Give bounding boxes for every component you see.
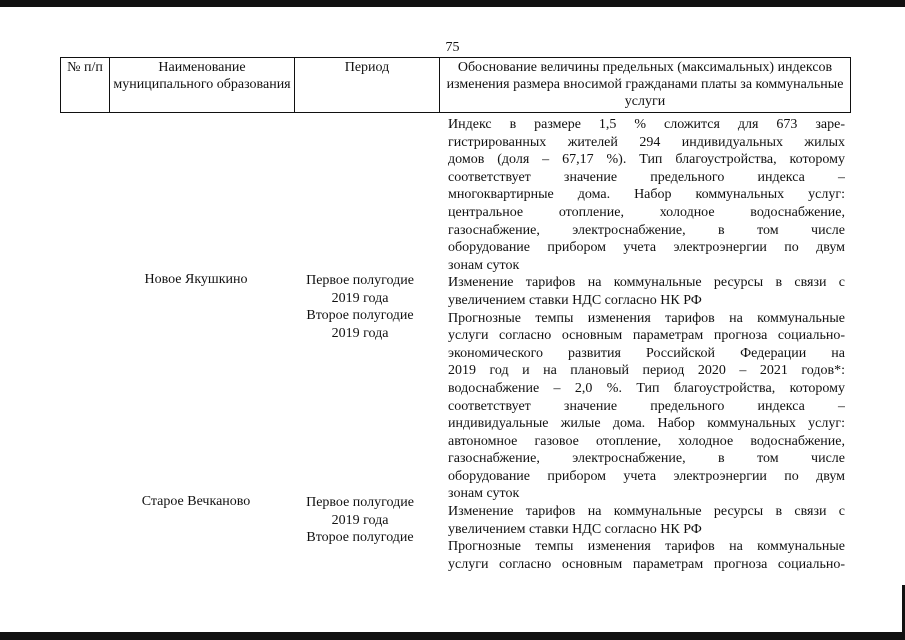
basis-line: экономического развития Российской Федерации на bbox=[448, 345, 845, 361]
basis-line: автономное газовое отопление, холодное водоснабжение, bbox=[448, 433, 845, 449]
basis-line: соответствует значение предельного индекса – bbox=[448, 169, 845, 185]
period-line: 2019 года bbox=[331, 290, 389, 306]
basis-line: газоснабжение, электроснабжение, в том числе bbox=[448, 451, 845, 467]
basis-line: домов (доля – 67,17 %). Тип благоустройства, которому bbox=[448, 152, 845, 168]
basis-line: многоквартирные дома. Набор коммунальных услуг: bbox=[448, 187, 845, 203]
header-name-column: Наименование муниципального образования bbox=[110, 58, 295, 113]
row-period-novoe-yakushkino bbox=[290, 272, 430, 342]
basis-line: оборудование прибором учета электроэнергии по двум bbox=[448, 468, 845, 484]
period-line: Второе полугодие bbox=[306, 530, 414, 546]
basis-line: газоснабжение, электроснабжение, в том числе bbox=[448, 222, 845, 238]
header-number-column: № п/п bbox=[61, 58, 110, 113]
basis-line: Изменение тарифов на коммунальные ресурсы в связи с bbox=[448, 504, 845, 520]
basis-line: 2019 год и на плановый период 2020 – 2021 годов*: bbox=[448, 363, 845, 379]
basis-line: Прогнозные темпы изменения тарифов на коммунальные bbox=[448, 310, 845, 326]
period-line: 2019 года bbox=[331, 325, 389, 341]
basis-line: гистрированных жителей 294 индивидуальных жилых bbox=[448, 134, 845, 150]
period-line: Первое полугодие bbox=[306, 495, 414, 510]
scan-bottom-edge bbox=[0, 632, 905, 640]
basis-line: увеличением ставки НДС согласно НК РФ bbox=[448, 521, 702, 537]
basis-line: услуги согласно основным параметрам прогноза социально- bbox=[448, 328, 845, 344]
basis-line: Индекс в размере 1,5 % сложится для 673 заре- bbox=[448, 117, 845, 132]
basis-line: оборудование прибором учета электроэнергии по двум bbox=[448, 240, 845, 256]
scan-top-edge bbox=[0, 0, 905, 7]
basis-line: услуги согласно основным параметрам прогноза социально- bbox=[448, 556, 845, 572]
basis-line: зонам суток bbox=[448, 257, 520, 273]
period-line: Первое полугодие bbox=[306, 273, 414, 288]
header-basis-column: Обоснование величины предельных (максимальных) индексов изменения размера вносимой гражданами платы за коммунальные услуги bbox=[440, 58, 851, 113]
basis-line: соответствует значение предельного индекса – bbox=[448, 398, 845, 414]
header-period-column: Период bbox=[295, 58, 440, 113]
row-period-staroe-vechkanovo bbox=[290, 494, 430, 547]
basis-line: увеличением ставки НДС согласно НК РФ bbox=[448, 292, 702, 308]
basis-line: центральное отопление, холодное водоснабжение, bbox=[448, 204, 845, 220]
basis-line: индивидуальные жилые дома. Набор коммунальных услуг: bbox=[448, 416, 845, 432]
basis-line: Прогнозные темпы изменения тарифов на коммунальные bbox=[448, 539, 845, 555]
basis-line: водоснабжение – 2,0 %. Тип благоустройства, которому bbox=[448, 380, 845, 396]
basis-line: зонам суток bbox=[448, 486, 520, 502]
period-line: 2019 года bbox=[331, 512, 389, 528]
basis-line: Изменение тарифов на коммунальные ресурсы в связи с bbox=[448, 275, 845, 291]
page-number: 75 bbox=[445, 40, 460, 55]
row-name-staroe-vechkanovo: Старое Вечканово bbox=[141, 494, 251, 509]
basis-column-text bbox=[448, 116, 845, 573]
row-name-novoe-yakushkino: Новое Якушкино bbox=[144, 272, 248, 287]
period-line: Второе полугодие bbox=[306, 308, 414, 324]
table-header bbox=[60, 57, 851, 113]
